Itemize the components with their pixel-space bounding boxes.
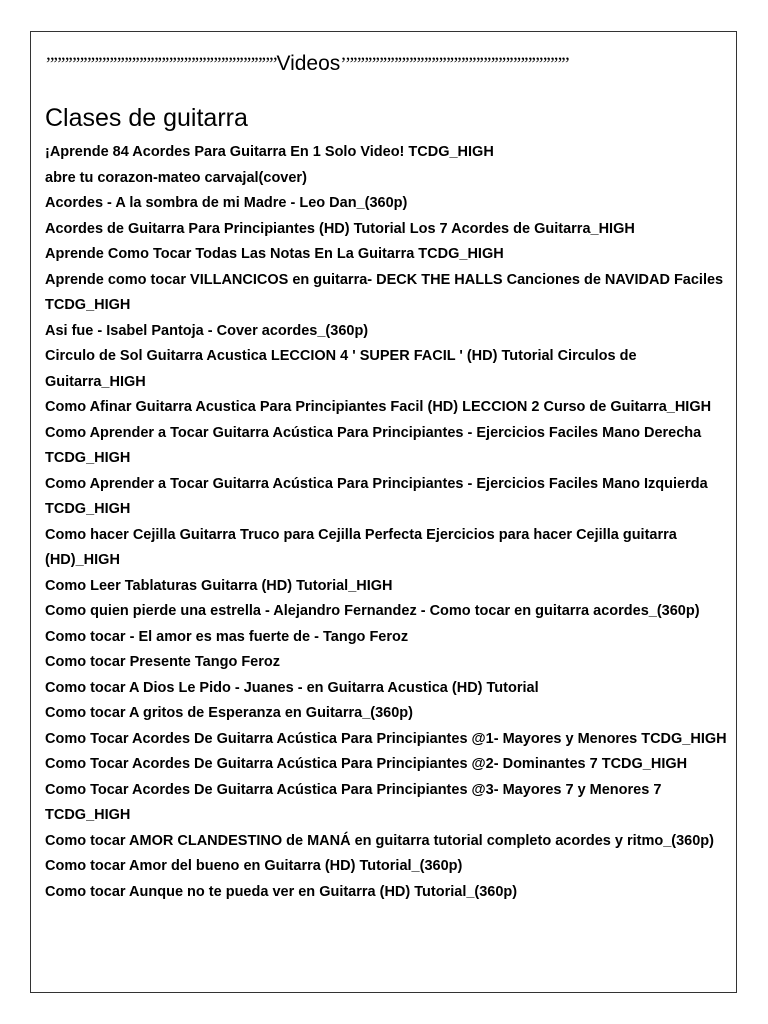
video-list-item: Aprende como tocar VILLANCICOS en guitarra- DECK THE HALLS Canciones de NAVIDAD Faciles TCDG_HIGH <box>45 271 724 313</box>
video-list-item: Como Tocar Acordes De Guitarra Acústica Para Principiantes @1- Mayores y Menores TCDG_HIGH <box>45 730 727 747</box>
video-list-item: abre tu corazon-mateo carvajal(cover) <box>45 169 307 186</box>
video-list-item: Como tocar A gritos de Esperanza en Guitarra_(360p) <box>45 705 413 721</box>
video-list-item: ¡Aprende 84 Acordes Para Guitarra En 1 Solo Video! TCDG_HIGH <box>45 144 494 160</box>
video-list-item: Como Aprender a Tocar Guitarra Acústica Para Principiantes - Ejercicios Faciles Mano Derecha TCDG_HIGH <box>45 424 702 466</box>
video-list-item: Como tocar Aunque no te pueda ver en Guitarra (HD) Tutorial_(360p) <box>45 883 518 900</box>
video-list-item: Como tocar AMOR CLANDESTINO de MANÁ en guitarra tutorial completo acordes y ritmo_(360p) <box>45 832 714 849</box>
video-list-item: Como tocar Presente Tango Feroz <box>45 654 280 670</box>
video-list-item: Como quien pierde una estrella - Alejandro Fernandez - Como tocar en guitarra acordes_(360p) <box>45 603 700 619</box>
video-list-item: Como Aprender a Tocar Guitarra Acústica Para Principiantes - Ejercicios Faciles Mano Izquierda TCDG_HIGH <box>45 475 708 517</box>
video-list-item: Aprende Como Tocar Todas Las Notas En La Guitarra TCDG_HIGH <box>45 246 504 262</box>
video-list-item: Acordes de Guitarra Para Principiantes (HD) Tutorial Los 7 Acordes de Guitarra_HIGH <box>45 220 635 237</box>
video-list-item: Como Tocar Acordes De Guitarra Acústica Para Principiantes @3- Mayores 7 y Menores 7 TCDG_HIGH <box>45 781 662 823</box>
video-list-item: Circulo de Sol Guitarra Acustica LECCION 4 ' SUPER FACIL ' (HD) Tutorial Circulos de Guitarra_HIGH <box>45 348 637 390</box>
right-quote-marks: ’”””””””””””””””””””””””””””””” <box>340 54 569 75</box>
video-list-item: Como tocar Amor del bueno en Guitarra (HD) Tutorial_(360p) <box>45 858 463 874</box>
video-list-item: Acordes - A la sombra de mi Madre - Leo Dan_(360p) <box>45 195 408 211</box>
section-title: Clases de guitarra <box>45 104 248 132</box>
video-list-item: Asi fue - Isabel Pantoja - Cover acordes_(360p) <box>45 322 369 339</box>
document-header <box>46 48 726 80</box>
video-list-item: Como Tocar Acordes De Guitarra Acústica Para Principiantes @2- Dominantes 7 TCDG_HIGH <box>45 756 688 772</box>
video-list-item: Como Leer Tablaturas Guitarra (HD) Tutorial_HIGH <box>45 577 393 594</box>
video-list-item: Como tocar A Dios Le Pido - Juanes - en Guitarra Acustica (HD) Tutorial <box>45 679 539 696</box>
videos-heading: Videos <box>276 52 341 75</box>
video-list-item: Como tocar - El amor es mas fuerte de - Tango Feroz <box>45 628 409 645</box>
video-list-item: Como Afinar Guitarra Acustica Para Principiantes Facil (HD) LECCION 2 Curso de Guitarra_HIGH <box>45 399 712 415</box>
video-list-item: Como hacer Cejilla Guitarra Truco para Cejilla Perfecta Ejercicios para hacer Cejilla guitarra (HD)_HIGH <box>45 526 677 568</box>
video-list <box>45 140 730 905</box>
left-quote-marks: ””””””””””””””””””””””””””””””” <box>46 54 277 75</box>
